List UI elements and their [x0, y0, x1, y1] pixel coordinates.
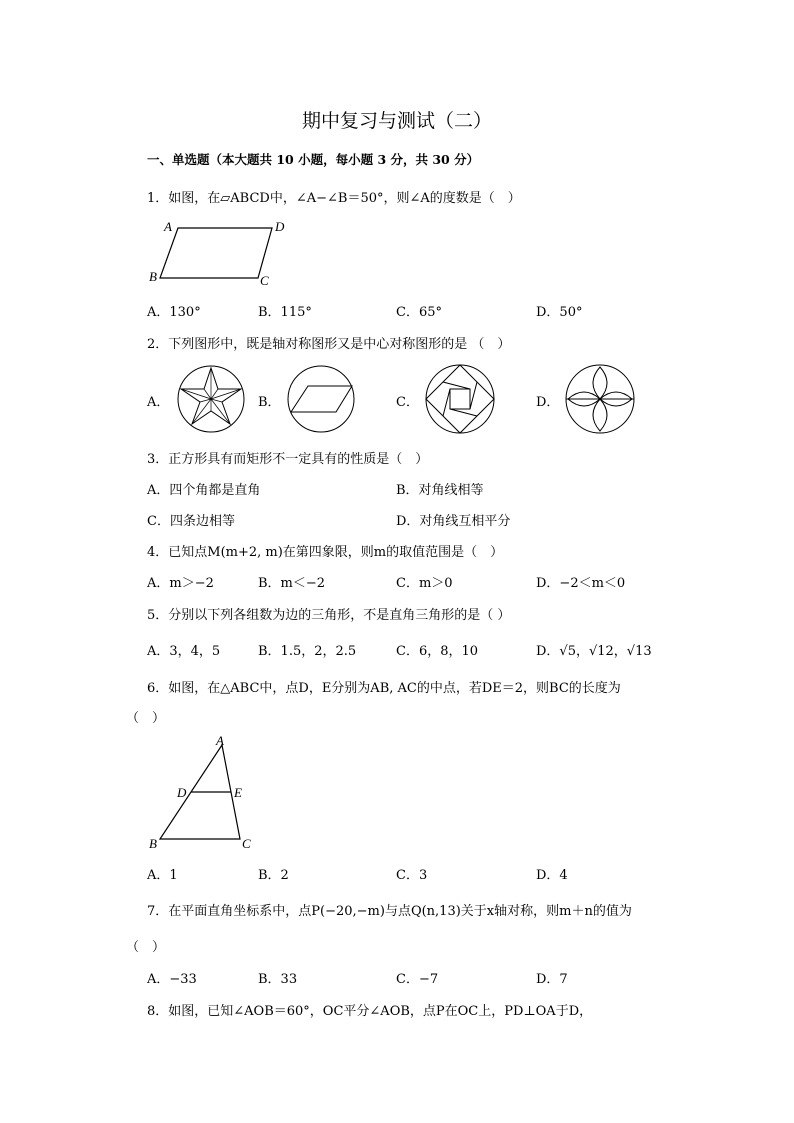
- question-3-stem: 3．正方形具有而矩形不一定具有的性质是（ ）: [147, 452, 429, 467]
- parallelogram-in-circle-figure: [286, 364, 356, 434]
- q5-option-a: A．3，4，5: [147, 644, 221, 659]
- fig6-label-d: D: [177, 785, 187, 800]
- q3-option-c: C．四条边相等: [147, 514, 235, 529]
- pinwheel-square-figure: [424, 363, 496, 435]
- q2-option-a: A．: [147, 395, 170, 410]
- question-6-stem-line2: （ ）: [126, 711, 166, 726]
- q1-option-d: D．50°: [536, 305, 583, 320]
- q4-option-d: D．−2＜m＜0: [536, 576, 626, 591]
- q5-option-d: D．√5，√12，√13: [536, 644, 652, 659]
- q2-option-d: D．: [536, 395, 560, 410]
- section-heading: 一、单选题（本大题共 10 小题，每小题 3 分，共 30 分）: [147, 152, 480, 167]
- fig1-label-c: C: [260, 273, 269, 288]
- fig1-label-d: D: [275, 219, 285, 234]
- q7-option-c: C．−7: [396, 972, 439, 987]
- q4-option-c: C．m＞0: [396, 576, 453, 591]
- q3-option-b: B．对角线相等: [396, 483, 484, 498]
- q3-option-a: A．四个角都是直角: [147, 483, 261, 498]
- fig6-label-b: B: [149, 836, 157, 851]
- question-8-stem: 8．如图，已知∠AOB＝60°，OC平分∠AOB，点P在OC上，PD⊥OA于D，: [147, 1004, 593, 1019]
- q7-option-b: B．33: [258, 972, 298, 987]
- fig1-label-b: B: [149, 269, 157, 284]
- question-5-stem: 5．分别以下列各组数为边的三角形，不是直角三角形的是（ ）: [147, 608, 511, 623]
- q1-option-b: B．115°: [258, 305, 312, 320]
- q7-option-a: A．−33: [147, 972, 197, 987]
- flower-in-circle-figure: [564, 363, 636, 435]
- fig6-label-e: E: [234, 785, 242, 800]
- page-title: 期中复习与测试（二）: [301, 110, 492, 132]
- q4-option-a: A．m＞−2: [147, 576, 214, 591]
- q2-option-b: B．: [258, 395, 281, 410]
- question-1-stem: 1．如图，在▱ABCD中，∠A−∠B＝50°，则∠A的度数是（ ）: [147, 191, 521, 206]
- question-7-stem-line1: 7．在平面直角坐标系中，点P(−20,−m)与点Q(n,13)关于x轴对称，则m＋n的值为: [147, 904, 632, 919]
- q5-option-b: B．1.5，2，2.5: [258, 644, 357, 659]
- question-6-stem-line1: 6．如图，在△ABC中，点D，E分别为AB, AC的中点，若DE＝2，则BC的长度为: [147, 681, 621, 696]
- triangle-midline-figure: [146, 733, 256, 853]
- q5-option-c: C．6，8，10: [396, 644, 479, 659]
- parallelogram-figure: [148, 216, 288, 286]
- q1-option-a: A．130°: [147, 305, 201, 320]
- q6-option-d: D．4: [536, 868, 568, 883]
- q4-option-b: B．m＜−2: [258, 576, 326, 591]
- q3-option-d: D．对角线互相平分: [396, 514, 511, 529]
- fig1-label-a: A: [164, 219, 172, 234]
- q6-option-b: B．2: [258, 868, 289, 883]
- fig6-label-a: A: [216, 733, 224, 748]
- fig6-label-c: C: [242, 836, 251, 851]
- q6-option-c: C．3: [396, 868, 428, 883]
- star-in-circle-figure: [176, 364, 246, 434]
- question-2-stem: 2．下列图形中，既是轴对称图形又是中心对称图形的是 （ ）: [147, 337, 511, 352]
- q1-option-c: C．65°: [396, 305, 442, 320]
- question-4-stem: 4．已知点M(m+2, m)在第四象限，则m的取值范围是（ ）: [147, 545, 504, 560]
- q6-option-a: A．1: [147, 868, 178, 883]
- question-7-stem-line2: （ ）: [126, 940, 166, 955]
- q2-option-c: C．: [396, 395, 419, 410]
- q7-option-d: D．7: [536, 972, 568, 987]
